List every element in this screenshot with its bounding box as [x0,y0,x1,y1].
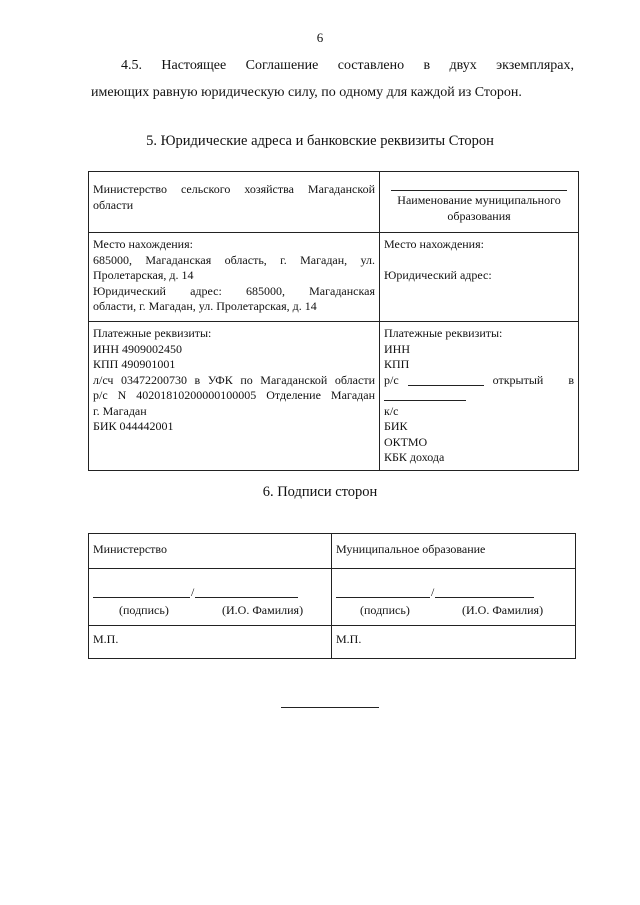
section-5-heading: 5. Юридические адреса и банковские реквизиты Сторон [146,133,494,149]
signatures-row-lines [89,569,576,626]
requisites-table [88,171,579,471]
muni-name-line-1: Наименование муниципального [397,193,561,207]
ministry-bank-city: г. Магадан [93,403,147,418]
muni-kbk-label: КБК дохода [384,450,445,464]
muni-name-cell [380,172,579,233]
sig-ministry-name-caption: (И.О. Фамилия) [222,603,304,617]
muni-rs-blank [408,373,484,386]
ministry-personal-account: л/сч 03472200730 в УФК по Магаданской области [93,372,375,387]
sig-muni-label: Муниципальное образование [332,534,576,569]
muni-rs-label: р/с [384,372,399,387]
ministry-address-line-1: 685000, Магаданская область, г. Магадан, ул. [93,252,375,267]
section-6-heading: 6. Подписи сторон [262,484,378,500]
muni-ks-label: к/с [384,403,399,418]
sig-ministry-label: Министерство [89,534,332,569]
requisites-row-names [89,172,579,233]
muni-name-line-2: образования [447,208,511,223]
signatures-row-parties [89,534,576,569]
ministry-name-line-2: области [93,197,134,212]
muni-location-label: Место нахождения: [384,237,484,251]
ministry-location-label: Место нахождения: [93,237,193,251]
sig-ministry-stamp: М.П. [89,626,332,659]
ministry-name-cell [89,172,380,233]
muni-oktmo-label: ОКТМО [384,434,428,449]
clause-4-5-line-1: 4.5. Настоящее Соглашение составлено в двух экземплярах, [121,58,574,73]
sig-muni-cell [332,569,576,626]
ministry-name-line-1: Министерство сельского хозяйства Магаданской [93,182,375,196]
sig-ministry-line [93,586,298,598]
sig-muni-name-caption: (И.О. Фамилия) [462,603,544,617]
muni-legal-address-label: Юридический адрес: [384,268,492,282]
ministry-inn: ИНН 4909002450 [93,341,182,356]
ministry-payment-title: Платежные реквизиты: [93,326,212,340]
signatures-row-stamp [89,626,576,659]
ministry-address-cell [89,233,380,322]
muni-bik-label: БИК [384,419,408,433]
ministry-legal-address-line-2: области, г. Магадан, ул. Пролетарская, д. 14 [93,299,317,313]
sig-muni-signature-caption: (подпись) [360,603,410,617]
requisites-row-payment [89,322,579,471]
muni-name-blank-line [391,186,567,191]
muni-bank-blank [384,388,466,401]
sig-ministry-slash: / [191,585,195,599]
muni-rs-row [384,373,574,389]
ministry-payment-cell [89,322,380,471]
ministry-bik: БИК 044442001 [93,419,174,433]
requisites-row-address [89,233,579,322]
sig-muni-slash: / [431,585,435,599]
muni-payment-title: Платежные реквизиты: [384,326,503,340]
ministry-legal-address-line-1: Юридический адрес: 685000, Магаданская [93,283,375,298]
muni-inn-label: ИНН [384,341,410,356]
sig-muni-stamp: М.П. [332,626,576,659]
ministry-settlement-account: р/с N 40201810200000100005 Отделение Магадан [93,388,375,402]
end-of-document-rule [281,707,379,708]
muni-address-cell [380,233,579,322]
sig-ministry-cell [89,569,332,626]
muni-payment-cell [380,322,579,471]
muni-rs-opened: открытый в [492,372,574,387]
page-number: 6 [316,30,324,45]
sig-muni-line [336,586,534,598]
ministry-address-line-2: Пролетарская, д. 14 [93,268,194,282]
muni-kpp-label: КПП [384,357,410,371]
ministry-kpp: КПП 490901001 [93,357,176,371]
sig-ministry-signature-caption: (подпись) [119,603,169,617]
clause-4-5-line-2: имеющих равную юридическую силу, по одному для каждой из Сторон. [91,85,522,100]
signatures-table [88,533,576,659]
